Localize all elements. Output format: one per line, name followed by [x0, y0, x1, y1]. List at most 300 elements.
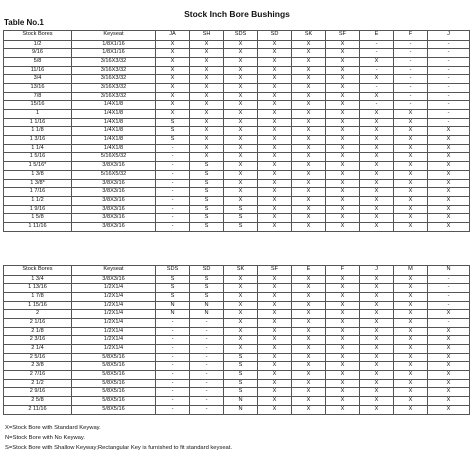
availability-cell: X: [360, 127, 394, 136]
table-row: [4, 118, 470, 127]
availability-cell: X: [224, 144, 258, 153]
availability-cell: X: [156, 57, 190, 66]
table-row: [4, 153, 470, 162]
availability-cell: X: [428, 214, 470, 223]
bore-size-cell: 1 11/16: [4, 222, 72, 231]
availability-cell: -: [156, 222, 190, 231]
availability-cell: X: [326, 118, 360, 127]
availability-cell: X: [156, 66, 190, 75]
bore-size-cell: 1 1/16: [4, 118, 72, 127]
availability-cell: X: [326, 275, 360, 284]
keyseat-cell: 1/2X1/4: [72, 301, 156, 310]
availability-cell: X: [258, 127, 292, 136]
keyseat-cell: 1/2X1/4: [72, 284, 156, 293]
column-header: SDS: [156, 266, 190, 276]
bore-size-cell: 7/8: [4, 92, 72, 101]
availability-cell: X: [292, 118, 326, 127]
column-header: SF: [258, 266, 292, 276]
availability-cell: X: [428, 222, 470, 231]
availability-cell: -: [156, 318, 190, 327]
availability-cell: -: [156, 405, 190, 414]
table-row: [4, 110, 470, 119]
table-row: [4, 275, 470, 284]
availability-cell: X: [360, 284, 394, 293]
availability-cell: X: [258, 301, 292, 310]
availability-cell: X: [190, 75, 224, 84]
availability-cell: X: [190, 40, 224, 49]
availability-cell: X: [292, 353, 326, 362]
availability-cell: X: [326, 66, 360, 75]
availability-cell: X: [292, 196, 326, 205]
availability-cell: -: [156, 214, 190, 223]
availability-cell: S: [190, 284, 224, 293]
availability-cell: -: [190, 405, 224, 414]
availability-cell: X: [292, 162, 326, 171]
bore-size-cell: 1 5/16: [4, 153, 72, 162]
availability-cell: X: [394, 205, 428, 214]
availability-cell: X: [428, 179, 470, 188]
column-header: SDS: [224, 31, 258, 41]
availability-cell: X: [156, 101, 190, 110]
availability-cell: X: [326, 345, 360, 354]
availability-cell: -: [428, 57, 470, 66]
availability-cell: X: [292, 179, 326, 188]
availability-cell: -: [360, 101, 394, 110]
bore-size-cell: 13/16: [4, 83, 72, 92]
availability-cell: X: [156, 40, 190, 49]
availability-cell: X: [394, 284, 428, 293]
availability-cell: -: [428, 118, 470, 127]
table-row: [4, 162, 470, 171]
availability-cell: -: [428, 110, 470, 119]
availability-cell: X: [394, 362, 428, 371]
availability-cell: X: [360, 196, 394, 205]
availability-cell: X: [394, 136, 428, 145]
availability-cell: X: [394, 345, 428, 354]
availability-cell: X: [360, 301, 394, 310]
availability-cell: X: [326, 196, 360, 205]
table-row: [4, 188, 470, 197]
availability-cell: X: [428, 153, 470, 162]
availability-cell: -: [156, 196, 190, 205]
availability-cell: X: [258, 336, 292, 345]
table-row: [4, 170, 470, 179]
availability-cell: X: [394, 318, 428, 327]
column-header: M: [394, 266, 428, 276]
availability-cell: X: [292, 362, 326, 371]
availability-cell: S: [190, 222, 224, 231]
availability-cell: -: [190, 318, 224, 327]
availability-cell: X: [360, 205, 394, 214]
table-header-row: [4, 266, 470, 276]
availability-cell: X: [292, 101, 326, 110]
table-row: [4, 336, 470, 345]
availability-cell: S: [156, 127, 190, 136]
availability-cell: N: [224, 405, 258, 414]
availability-cell: X: [326, 388, 360, 397]
availability-cell: X: [224, 49, 258, 58]
bore-size-cell: 1 1/4: [4, 144, 72, 153]
availability-cell: -: [190, 362, 224, 371]
availability-cell: X: [326, 301, 360, 310]
availability-cell: X: [360, 379, 394, 388]
availability-cell: X: [326, 327, 360, 336]
availability-cell: X: [190, 57, 224, 66]
availability-cell: X: [360, 292, 394, 301]
availability-cell: -: [156, 362, 190, 371]
availability-cell: X: [428, 196, 470, 205]
availability-cell: -: [428, 301, 470, 310]
column-header: SF: [326, 31, 360, 41]
availability-cell: S: [190, 292, 224, 301]
availability-cell: X: [292, 292, 326, 301]
availability-cell: -: [428, 83, 470, 92]
availability-cell: -: [394, 101, 428, 110]
availability-cell: -: [360, 40, 394, 49]
keyseat-cell: 1/4X1/8: [72, 110, 156, 119]
availability-cell: X: [258, 170, 292, 179]
availability-cell: -: [428, 101, 470, 110]
bore-size-cell: 1/2: [4, 40, 72, 49]
availability-cell: S: [156, 292, 190, 301]
availability-cell: -: [156, 205, 190, 214]
column-header: Keyseat: [72, 31, 156, 41]
availability-cell: X: [360, 75, 394, 84]
column-header: SD: [190, 266, 224, 276]
availability-cell: X: [292, 144, 326, 153]
table-caption: Table No.1: [4, 18, 44, 27]
availability-cell: X: [394, 301, 428, 310]
availability-cell: X: [394, 214, 428, 223]
availability-cell: X: [428, 371, 470, 380]
column-header: F: [394, 31, 428, 41]
availability-cell: -: [190, 379, 224, 388]
availability-cell: X: [360, 162, 394, 171]
bore-size-cell: 1 1/2: [4, 196, 72, 205]
availability-cell: S: [224, 222, 258, 231]
availability-cell: X: [394, 188, 428, 197]
availability-cell: X: [224, 40, 258, 49]
keyseat-cell: 3/16X3/32: [72, 57, 156, 66]
keyseat-cell: 5/16X5/32: [72, 153, 156, 162]
availability-cell: X: [258, 136, 292, 145]
availability-cell: X: [292, 379, 326, 388]
availability-cell: X: [326, 83, 360, 92]
availability-cell: X: [258, 318, 292, 327]
availability-cell: S: [190, 170, 224, 179]
availability-cell: S: [190, 162, 224, 171]
availability-cell: X: [224, 83, 258, 92]
availability-cell: X: [428, 127, 470, 136]
availability-cell: -: [394, 66, 428, 75]
availability-cell: -: [428, 75, 470, 84]
availability-cell: X: [190, 118, 224, 127]
availability-cell: X: [326, 101, 360, 110]
availability-cell: X: [360, 318, 394, 327]
availability-cell: X: [360, 345, 394, 354]
column-header: SK: [224, 266, 258, 276]
availability-cell: X: [292, 345, 326, 354]
availability-cell: -: [156, 379, 190, 388]
availability-cell: X: [258, 379, 292, 388]
bore-size-cell: 3/4: [4, 75, 72, 84]
availability-cell: -: [394, 57, 428, 66]
availability-cell: X: [258, 196, 292, 205]
availability-cell: X: [326, 336, 360, 345]
availability-cell: X: [326, 284, 360, 293]
availability-cell: X: [394, 144, 428, 153]
availability-cell: X: [428, 327, 470, 336]
bore-table-1: [3, 30, 470, 232]
availability-cell: -: [428, 66, 470, 75]
availability-cell: X: [326, 405, 360, 414]
availability-cell: -: [156, 327, 190, 336]
availability-cell: X: [292, 301, 326, 310]
keyseat-cell: 1/2X1/4: [72, 336, 156, 345]
table-row: [4, 179, 470, 188]
bore-size-cell: 1 3/4: [4, 275, 72, 284]
availability-cell: X: [326, 153, 360, 162]
availability-cell: X: [360, 397, 394, 406]
keyseat-cell: 1/8X1/16: [72, 49, 156, 58]
availability-cell: X: [360, 371, 394, 380]
availability-cell: X: [292, 318, 326, 327]
availability-cell: X: [394, 179, 428, 188]
table-row: [4, 318, 470, 327]
availability-cell: X: [428, 353, 470, 362]
availability-cell: X: [326, 136, 360, 145]
availability-cell: X: [224, 327, 258, 336]
availability-cell: X: [258, 397, 292, 406]
availability-cell: X: [360, 214, 394, 223]
availability-cell: -: [394, 92, 428, 101]
availability-cell: S: [190, 196, 224, 205]
availability-cell: -: [394, 49, 428, 58]
availability-cell: S: [156, 284, 190, 293]
table-row: [4, 136, 470, 145]
availability-cell: -: [190, 388, 224, 397]
availability-cell: X: [258, 353, 292, 362]
note-no-keyway: N=Stock Bore with No Keyway.: [5, 435, 85, 441]
keyseat-cell: 1/2X1/4: [72, 327, 156, 336]
column-header: E: [292, 266, 326, 276]
availability-cell: X: [326, 362, 360, 371]
availability-cell: X: [292, 405, 326, 414]
availability-cell: X: [360, 275, 394, 284]
availability-cell: X: [360, 92, 394, 101]
availability-cell: X: [258, 214, 292, 223]
availability-cell: N: [190, 301, 224, 310]
table-row: [4, 101, 470, 110]
availability-cell: -: [156, 162, 190, 171]
availability-cell: S: [190, 214, 224, 223]
availability-cell: X: [258, 362, 292, 371]
availability-cell: X: [326, 292, 360, 301]
table-row: [4, 75, 470, 84]
availability-cell: X: [224, 275, 258, 284]
availability-cell: X: [394, 371, 428, 380]
availability-cell: S: [224, 205, 258, 214]
availability-cell: X: [326, 222, 360, 231]
availability-cell: X: [258, 388, 292, 397]
availability-cell: -: [156, 397, 190, 406]
bore-size-cell: 15/16: [4, 101, 72, 110]
table-header-row: [4, 31, 470, 41]
bore-size-cell: 1 15/16: [4, 301, 72, 310]
availability-cell: -: [360, 83, 394, 92]
availability-cell: X: [326, 170, 360, 179]
availability-cell: X: [224, 101, 258, 110]
table-row: [4, 66, 470, 75]
availability-cell: X: [326, 49, 360, 58]
availability-cell: -: [156, 371, 190, 380]
bore-size-cell: 2 7/16: [4, 371, 72, 380]
column-header: Stock Bores: [4, 31, 72, 41]
availability-cell: X: [394, 196, 428, 205]
availability-cell: -: [428, 284, 470, 293]
availability-cell: X: [360, 405, 394, 414]
column-header: J: [428, 31, 470, 41]
keyseat-cell: 3/8X3/16: [72, 275, 156, 284]
availability-cell: X: [224, 188, 258, 197]
availability-cell: -: [156, 144, 190, 153]
availability-cell: X: [258, 153, 292, 162]
availability-cell: X: [360, 353, 394, 362]
keyseat-cell: 5/16X5/32: [72, 170, 156, 179]
availability-cell: X: [292, 310, 326, 319]
availability-cell: X: [428, 136, 470, 145]
availability-cell: X: [224, 345, 258, 354]
availability-cell: -: [156, 388, 190, 397]
availability-cell: X: [156, 75, 190, 84]
availability-cell: -: [156, 353, 190, 362]
availability-cell: -: [428, 318, 470, 327]
column-header: JA: [156, 31, 190, 41]
availability-cell: X: [258, 205, 292, 214]
table-row: [4, 397, 470, 406]
availability-cell: S: [224, 379, 258, 388]
availability-cell: X: [258, 110, 292, 119]
availability-cell: S: [224, 362, 258, 371]
availability-cell: X: [292, 57, 326, 66]
keyseat-cell: 3/8X3/16: [72, 214, 156, 223]
availability-cell: X: [326, 127, 360, 136]
availability-cell: X: [224, 336, 258, 345]
availability-cell: X: [428, 405, 470, 414]
availability-cell: X: [258, 66, 292, 75]
availability-cell: X: [224, 162, 258, 171]
availability-cell: X: [224, 170, 258, 179]
availability-cell: X: [258, 275, 292, 284]
availability-cell: X: [292, 371, 326, 380]
availability-cell: X: [326, 179, 360, 188]
table-row: [4, 196, 470, 205]
availability-cell: X: [258, 327, 292, 336]
availability-cell: X: [156, 49, 190, 58]
keyseat-cell: 1/2X1/4: [72, 345, 156, 354]
availability-cell: X: [258, 162, 292, 171]
keyseat-cell: 3/8X3/16: [72, 188, 156, 197]
availability-cell: X: [258, 75, 292, 84]
availability-cell: X: [292, 83, 326, 92]
availability-cell: X: [394, 110, 428, 119]
availability-cell: X: [326, 214, 360, 223]
availability-cell: X: [394, 162, 428, 171]
bore-size-cell: 11/16: [4, 66, 72, 75]
availability-cell: X: [224, 301, 258, 310]
availability-cell: -: [394, 83, 428, 92]
availability-cell: X: [224, 318, 258, 327]
availability-cell: S: [190, 188, 224, 197]
availability-cell: S: [224, 353, 258, 362]
availability-cell: X: [360, 327, 394, 336]
availability-cell: X: [360, 57, 394, 66]
availability-cell: -: [156, 345, 190, 354]
table-row: [4, 353, 470, 362]
availability-cell: X: [224, 127, 258, 136]
availability-cell: X: [428, 336, 470, 345]
availability-cell: X: [258, 284, 292, 293]
availability-cell: X: [360, 222, 394, 231]
availability-cell: X: [360, 110, 394, 119]
availability-cell: N: [156, 301, 190, 310]
keyseat-cell: 5/8X5/16: [72, 397, 156, 406]
availability-cell: X: [360, 136, 394, 145]
availability-cell: X: [394, 388, 428, 397]
table-row: [4, 214, 470, 223]
availability-cell: X: [326, 371, 360, 380]
availability-cell: X: [190, 110, 224, 119]
table-row: [4, 127, 470, 136]
availability-cell: X: [292, 66, 326, 75]
availability-cell: X: [292, 188, 326, 197]
availability-cell: X: [428, 388, 470, 397]
keyseat-cell: 5/8X5/16: [72, 388, 156, 397]
availability-cell: X: [326, 162, 360, 171]
bore-size-cell: 1 7/8: [4, 292, 72, 301]
availability-cell: X: [224, 57, 258, 66]
availability-cell: X: [224, 92, 258, 101]
keyseat-cell: 1/2X1/4: [72, 292, 156, 301]
bore-size-cell: 2 11/16: [4, 405, 72, 414]
table-row: [4, 49, 470, 58]
availability-cell: X: [258, 40, 292, 49]
availability-cell: X: [258, 92, 292, 101]
availability-cell: N: [156, 310, 190, 319]
bore-size-cell: 2 9/16: [4, 388, 72, 397]
availability-cell: X: [428, 144, 470, 153]
table-row: [4, 327, 470, 336]
availability-cell: -: [428, 40, 470, 49]
table-row: [4, 40, 470, 49]
availability-cell: X: [258, 101, 292, 110]
table-row: [4, 371, 470, 380]
availability-cell: X: [258, 179, 292, 188]
bore-size-cell: 2 3/16: [4, 336, 72, 345]
keyseat-cell: 1/4X1/8: [72, 136, 156, 145]
availability-cell: X: [258, 405, 292, 414]
availability-cell: X: [360, 188, 394, 197]
table-row: [4, 284, 470, 293]
keyseat-cell: 1/2X1/4: [72, 318, 156, 327]
availability-cell: X: [258, 144, 292, 153]
availability-cell: -: [428, 49, 470, 58]
availability-cell: X: [394, 353, 428, 362]
availability-cell: -: [190, 327, 224, 336]
availability-cell: X: [292, 110, 326, 119]
availability-cell: X: [190, 83, 224, 92]
availability-cell: -: [190, 336, 224, 345]
